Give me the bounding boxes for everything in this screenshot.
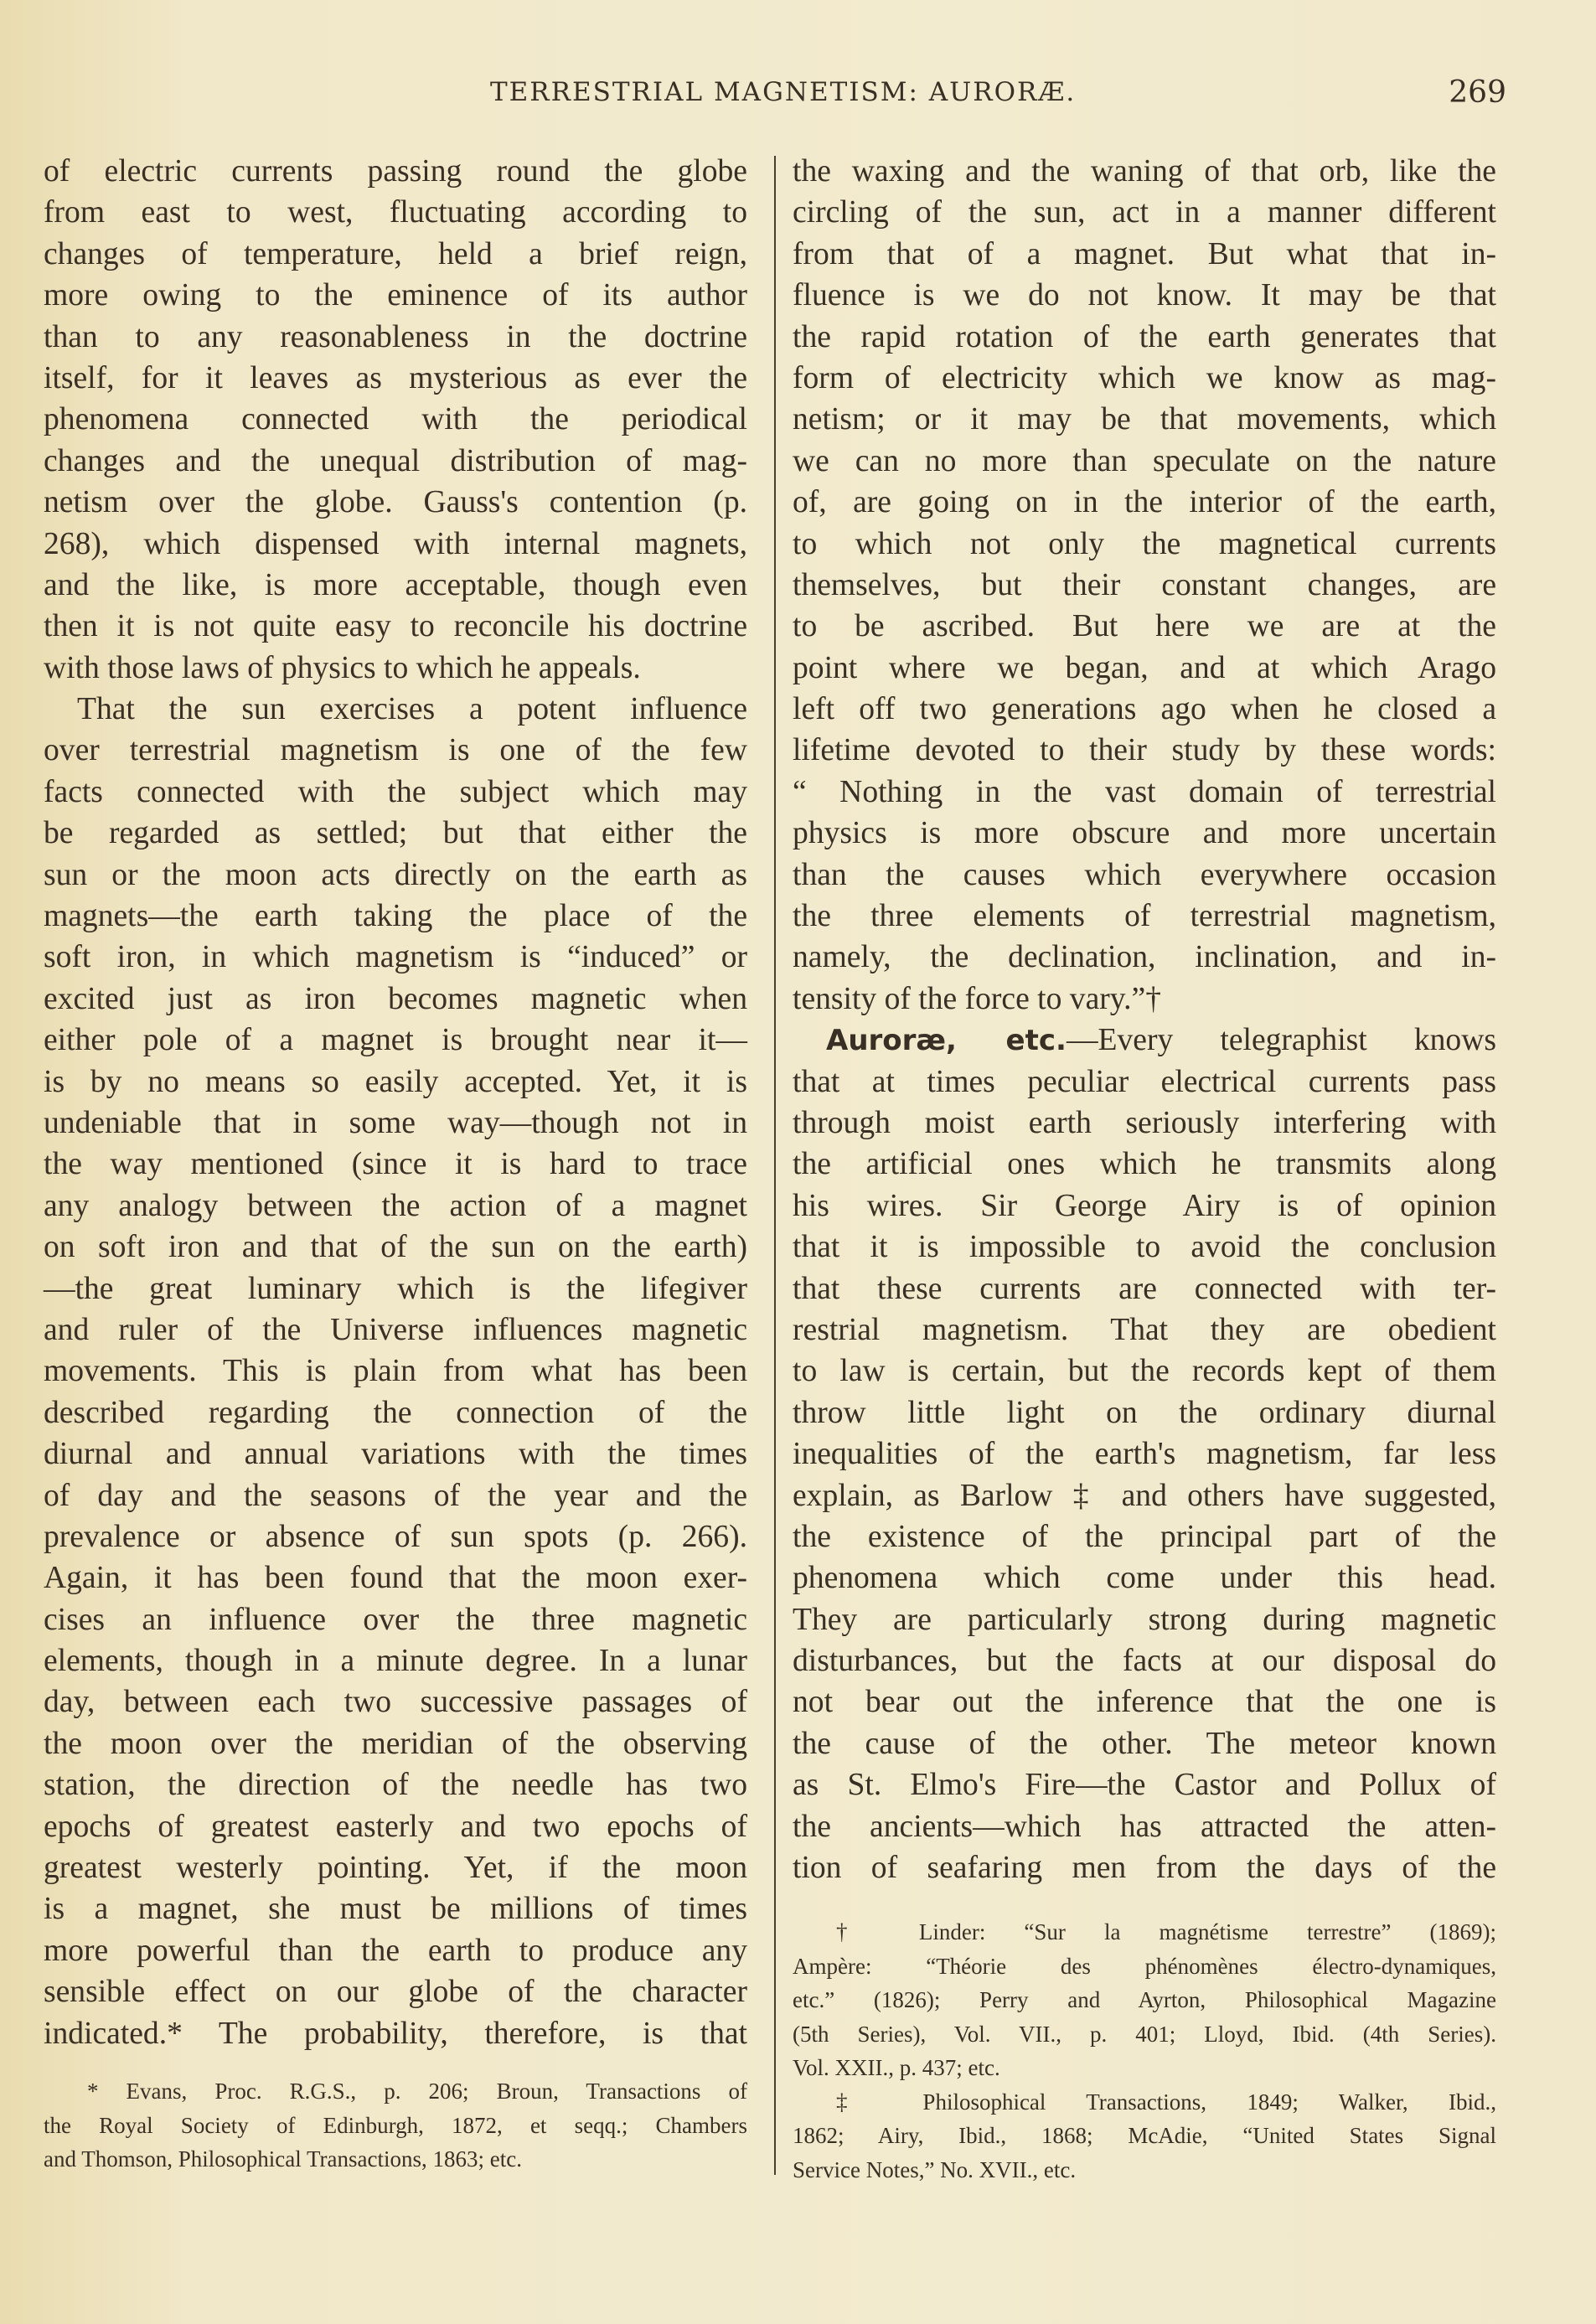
text-line: his wires. Sir George Airy is of opinion xyxy=(793,1188,1496,1223)
text-line: netism; or it may be that movements, which xyxy=(793,402,1496,437)
text-line: left off two generations ago when he closed a xyxy=(793,692,1496,727)
footnote-line: † Linder: “Sur la magnétisme terrestre” (1869); xyxy=(836,1919,1496,1944)
page-header xyxy=(0,77,1596,111)
text-line: “ Nothing in the vast domain of terrestrial xyxy=(793,774,1496,809)
section-heading-rest: —Every telegraphist knows xyxy=(1066,1023,1496,1058)
footnote-line: (5th Series), Vol. VII., p. 401; Lloyd, Ibid. (4th Series). xyxy=(793,2021,1496,2047)
left-footnotes xyxy=(44,2074,747,2177)
text-line: the artificial ones which he transmits along xyxy=(793,1147,1496,1182)
text-line: the way mentioned (since it is hard to trace xyxy=(44,1147,747,1182)
text-line: themselves, but their constant changes, are xyxy=(793,567,1496,602)
text-line: —the great luminary which is the lifegiver xyxy=(44,1271,747,1306)
text-line: to be ascribed. But here we are at the xyxy=(793,609,1496,644)
column-divider xyxy=(774,156,776,2175)
footnote-line: ‡ Philosophical Transactions, 1849; Walker, Ibid., xyxy=(836,2089,1496,2115)
text-line: is by no means so easily accepted. Yet, it is xyxy=(44,1064,747,1099)
text-line: and the like, is more acceptable, though even xyxy=(44,567,747,602)
text-line: excited just as iron becomes magnetic when xyxy=(44,981,747,1016)
text-line: day, between each two successive passages of xyxy=(44,1685,747,1720)
text-line: 268), which dispensed with internal magnets, xyxy=(44,526,747,561)
text-line: physics is more obscure and more uncertain xyxy=(793,816,1496,851)
text-line: changes of temperature, held a brief reign, xyxy=(44,236,747,271)
section-heading: Auroræ, etc. xyxy=(826,1024,1067,1058)
text-line: the cause of the other. The meteor known xyxy=(793,1726,1496,1761)
text-line: elements, though in a minute degree. In a lunar xyxy=(44,1644,747,1679)
text-line: circling of the sun, act in a manner different xyxy=(793,195,1496,230)
text-line: magnets—the earth taking the place of the xyxy=(44,899,747,934)
text-line: from east to west, fluctuating according to xyxy=(44,195,747,230)
text-line: That the sun exercises a potent influence xyxy=(77,692,747,727)
text-line: than to any reasonableness in the doctrine xyxy=(44,319,747,354)
text-line: inequalities of the earth's magnetism, far less xyxy=(793,1437,1496,1472)
right-column xyxy=(793,151,1496,1888)
left-column xyxy=(44,151,747,2054)
text-line: that at times peculiar electrical currents pass xyxy=(793,1064,1496,1099)
text-line: than the causes which everywhere occasion xyxy=(793,857,1496,892)
footnote-line: and Thomson, Philosophical Transactions, 1863; etc. xyxy=(44,2146,522,2172)
text-line: that it is impossible to avoid the conclusion xyxy=(793,1230,1496,1265)
text-line: the three elements of terrestrial magnetism, xyxy=(793,899,1496,934)
text-line: namely, the declination, inclination, and in- xyxy=(793,940,1496,975)
text-line: phenomena connected with the periodical xyxy=(44,402,747,437)
text-line: explain, as Barlow ‡ and others have suggested, xyxy=(793,1478,1496,1513)
text-line: more owing to the eminence of its author xyxy=(44,278,747,313)
text-line: undeniable that in some way—though not in xyxy=(44,1105,747,1140)
text-line: we can no more than speculate on the nature xyxy=(793,443,1496,478)
text-line: the moon over the meridian of the observing xyxy=(44,1726,747,1761)
text-line: throw little light on the ordinary diurnal xyxy=(793,1395,1496,1430)
right-footnotes xyxy=(793,1915,1496,2187)
footnote-line: etc.” (1826); Perry and Ayrton, Philosophical Magazine xyxy=(793,1987,1496,2012)
text-line: be regarded as settled; but that either the xyxy=(44,816,747,851)
text-line: the waxing and the waning of that orb, like the xyxy=(793,154,1496,189)
text-line: as St. Elmo's Fire—the Castor and Pollux of xyxy=(793,1768,1496,1803)
text-line: lifetime devoted to their study by these words: xyxy=(793,733,1496,768)
text-line: on soft iron and that of the sun on the earth) xyxy=(44,1230,747,1265)
text-line: of, are going on in the interior of the earth, xyxy=(793,485,1496,520)
text-line: phenomena which come under this head. xyxy=(793,1561,1496,1596)
text-line: indicated.* The probability, therefore, is that xyxy=(44,2016,747,2051)
text-line: either pole of a magnet is brought near it— xyxy=(44,1023,747,1058)
text-line: cises an influence over the three magnetic xyxy=(44,1602,747,1637)
text-line: that these currents are connected with ter- xyxy=(793,1271,1496,1306)
text-line: netism over the globe. Gauss's contention (p. xyxy=(44,485,747,520)
text-line: sensible effect on our globe of the character xyxy=(44,1975,747,2010)
section-heading-line xyxy=(793,1020,1496,1061)
text-line: is a magnet, she must be millions of times xyxy=(44,1892,747,1927)
footnote-line: Vol. XXII., p. 437; etc. xyxy=(793,2055,1000,2080)
text-line: form of electricity which we know as mag- xyxy=(793,360,1496,395)
text-line: through moist earth seriously interfering with xyxy=(793,1105,1496,1140)
footnote-line: * Evans, Proc. R.G.S., p. 206; Broun, Transactions of xyxy=(87,2079,747,2104)
text-line: diurnal and annual variations with the times xyxy=(44,1437,747,1472)
footnote-line: the Royal Society of Edinburgh, 1872, et seqq.; Chambers xyxy=(44,2112,747,2138)
text-line: not bear out the inference that the one is xyxy=(793,1685,1496,1720)
text-line: from that of a magnet. But what that in- xyxy=(793,236,1496,271)
footnote-line: Ampère: “Théorie des phénomènes électro-dynamiques, xyxy=(793,1953,1496,1979)
footnote-line: 1862; Airy, Ibid., 1868; McAdie, “United States Signal xyxy=(793,2123,1496,2148)
text-line: itself, for it leaves as mysterious as ever the xyxy=(44,360,747,395)
text-line: greatest westerly pointing. Yet, if the moon xyxy=(44,1851,747,1886)
text-line: station, the direction of the needle has two xyxy=(44,1768,747,1803)
text-line: changes and the unequal distribution of mag- xyxy=(44,443,747,478)
text-line: point where we began, and at which Arago xyxy=(793,650,1496,685)
text-line: restrial magnetism. That they are obedient xyxy=(793,1312,1496,1347)
text-line: then it is not quite easy to reconcile his doctrine xyxy=(44,609,747,644)
text-line: any analogy between the action of a magnet xyxy=(44,1188,747,1223)
text-line: sun or the moon acts directly on the earth as xyxy=(44,857,747,892)
text-line: the ancients—which has attracted the atten- xyxy=(793,1809,1496,1844)
text-line: the existence of the principal part of the xyxy=(793,1519,1496,1554)
text-line: tensity of the force to vary.”† xyxy=(793,981,1161,1016)
text-line: tion of seafaring men from the days of the xyxy=(793,1851,1496,1886)
text-line: disturbances, but the facts at our disposal do xyxy=(793,1644,1496,1679)
text-line: soft iron, in which magnetism is “induced” or xyxy=(44,940,747,975)
text-line: Again, it has been found that the moon exer- xyxy=(44,1561,747,1596)
text-line: the rapid rotation of the earth generates that xyxy=(793,319,1496,354)
text-line: fluence is we do not know. It may be that xyxy=(793,278,1496,313)
text-line: over terrestrial magnetism is one of the few xyxy=(44,733,747,768)
text-line: with those laws of physics to which he appeals. xyxy=(44,650,641,685)
text-line: of electric currents passing round the globe xyxy=(44,154,747,189)
text-line: prevalence or absence of sun spots (p. 266). xyxy=(44,1519,747,1554)
text-line: described regarding the connection of the xyxy=(44,1395,747,1430)
text-line: to law is certain, but the records kept of them xyxy=(793,1354,1496,1389)
text-line: facts connected with the subject which may xyxy=(44,774,747,809)
page-number: 269 xyxy=(1449,75,1506,110)
text-line: more powerful than the earth to produce any xyxy=(44,1933,747,1968)
text-line: movements. This is plain from what has been xyxy=(44,1354,747,1389)
text-line: to which not only the magnetical currents xyxy=(793,526,1496,561)
text-line: They are particularly strong during magnetic xyxy=(793,1602,1496,1637)
text-line: epochs of greatest easterly and two epochs of xyxy=(44,1809,747,1844)
footnote-line: Service Notes,” No. XVII., etc. xyxy=(793,2156,1077,2182)
text-line: of day and the seasons of the year and the xyxy=(44,1478,747,1513)
text-line: and ruler of the Universe influences magnetic xyxy=(44,1312,747,1347)
running-head: TERRESTRIAL MAGNETISM: AURORÆ. xyxy=(490,77,1077,107)
